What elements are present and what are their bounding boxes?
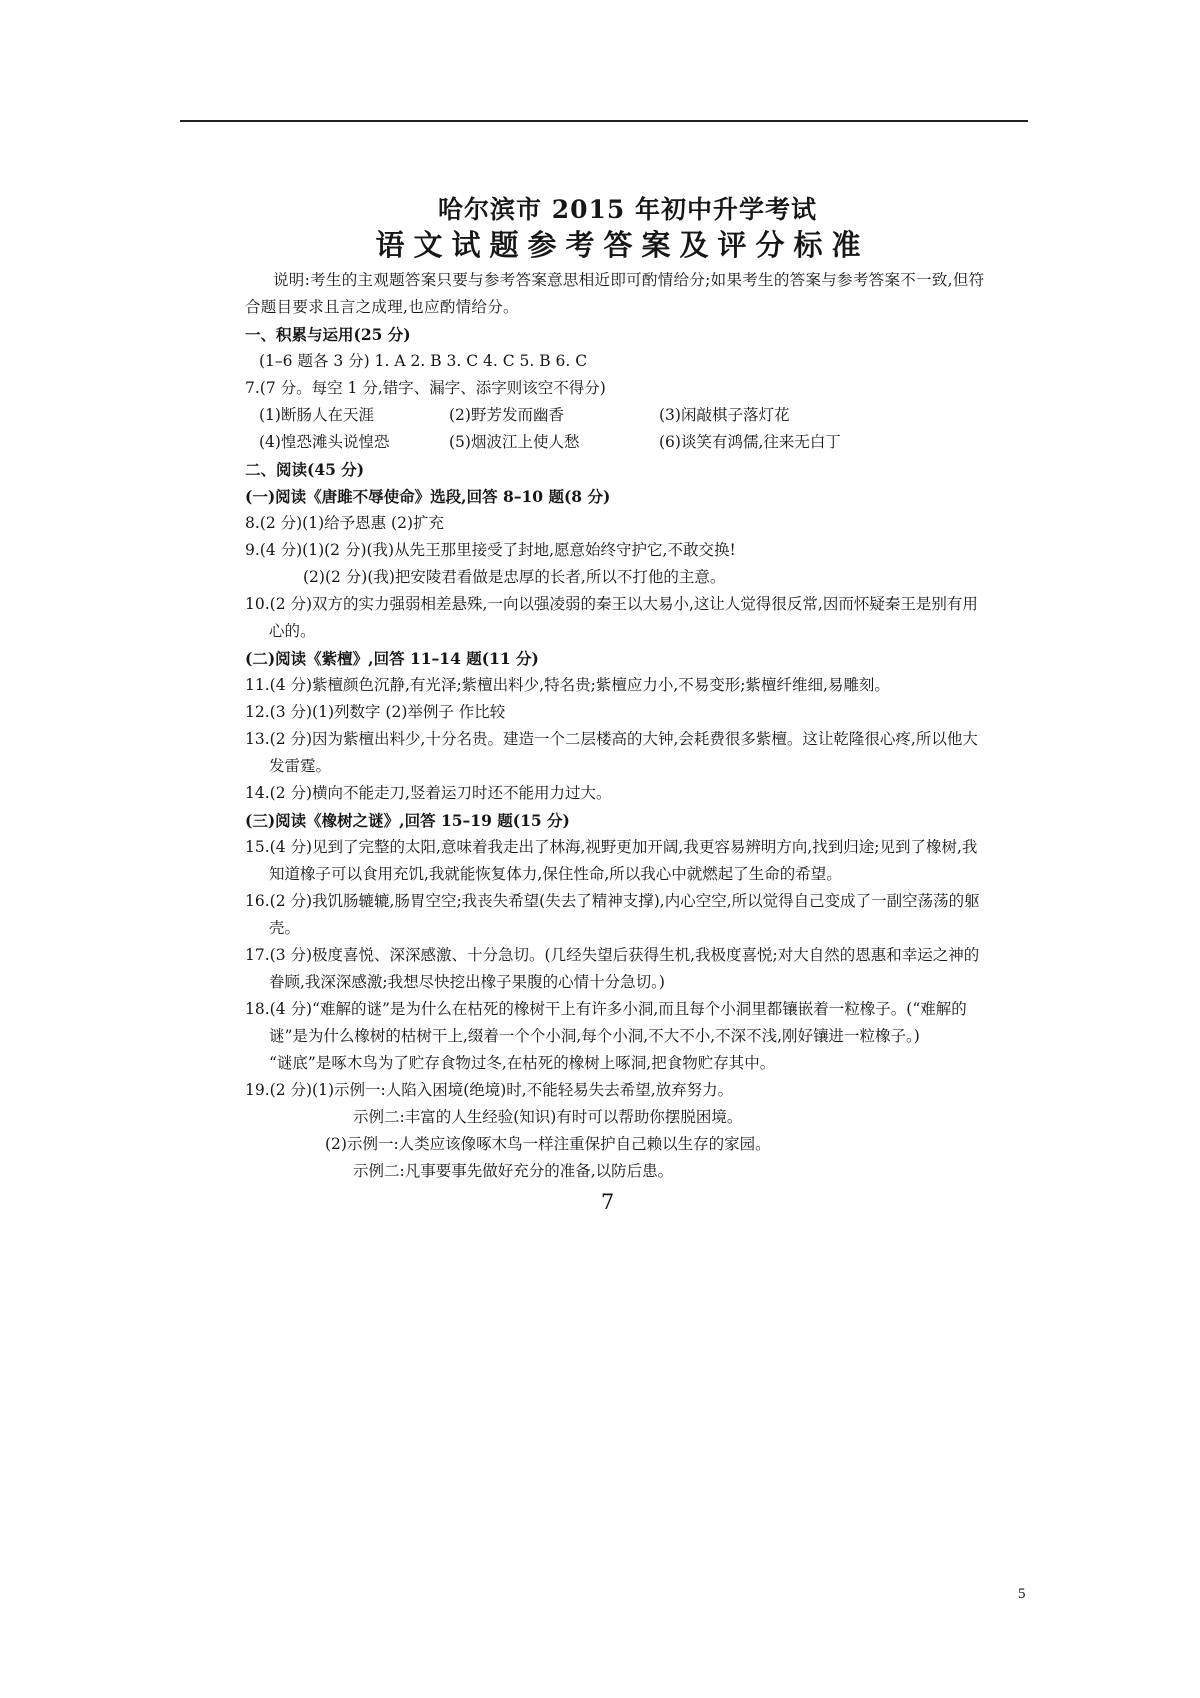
section-heading-reading: 二、阅读(45 分)	[245, 460, 365, 479]
q7-answer: (1)断肠人在天涯	[259, 406, 374, 424]
header-rule	[180, 120, 1028, 122]
instructions-note: 说明:考生的主观题答案只要与参考答案意思相近即可酌情给分;如果考生的答案与参考答案不一致,但符合题目要求且言之成理,也应酌情给分。	[245, 271, 985, 316]
reading-part-2-heading: (二)阅读《紫檀》,回答 11–14 题(11 分)	[245, 649, 539, 668]
question-9-answer-2: (2)(2 分)(我)把安陵君看做是忠厚的长者,所以不打他的主意。	[303, 568, 726, 586]
question-11-answer: 11.(4 分)紫檀颜色沉静,有光泽;紫檀出料少,特名贵;紫檀应力小,不易变形;紫檀纤维细,易雕刻。	[245, 676, 890, 694]
multiple-choice-answers: (1–6 题各 3 分) 1. A 2. B 3. C 4. C 5. B 6. C	[259, 352, 588, 370]
question-7-header: 7.(7 分。每空 1 分,错字、漏字、添字则该空不得分)	[245, 379, 606, 397]
footer-page-number: 5	[1018, 1586, 1026, 1602]
question-19-answer: 19.(2 分)(1)示例一:人陷入困境(绝境)时,不能轻易失去希望,放弃努力。	[245, 1081, 734, 1099]
answer-sheet	[245, 195, 985, 1217]
question-18-answer-b: “谜底”是啄木鸟为了贮存食物过冬,在枯死的橡树上啄洞,把食物贮存其中。	[269, 1054, 776, 1072]
exam-title: 哈尔滨市 2015 年初中升学考试	[438, 195, 817, 224]
question-16-answer: 16.(2 分)我饥肠辘辘,肠胃空空;我丧失希望(失去了精神支撑),内心空空,所以觉得自己变成了一副空荡荡的躯壳。	[245, 892, 980, 937]
question-10-answer: 10.(2 分)双方的实力强弱相差悬殊,一向以强凌弱的秦王以大易小,这让人觉得很反常,因而怀疑秦王是别有用心的。	[245, 595, 978, 640]
reading-part-1-heading: (一)阅读《唐雎不辱使命》选段,回答 8–10 题(8 分)	[245, 487, 611, 506]
question-14-answer: 14.(2 分)横向不能走刀,竖着运刀时还不能用力过大。	[245, 784, 612, 802]
q7-answer: (3)闲敲棋子落灯花	[659, 406, 790, 424]
question-12-answer: 12.(3 分)(1)列数字 (2)举例子 作比较	[245, 703, 506, 721]
question-8-answer: 8.(2 分)(1)给予恩惠 (2)扩充	[245, 514, 445, 532]
q7-answer: (5)烟波江上使人愁	[449, 433, 580, 451]
question-7-answers	[245, 402, 965, 456]
question-19-example-2: 示例二:丰富的人生经验(知识)有时可以帮助你摆脱困境。	[353, 1108, 743, 1126]
document-title: 语文试题参考答案及评分标准	[375, 228, 870, 262]
question-19-part-2: (2)示例一:人类应该像啄木鸟一样注重保护自己赖以生存的家园。	[325, 1135, 771, 1153]
q7-answer: (6)谈笑有鸿儒,往来无白丁	[659, 433, 841, 451]
q7-answer: (4)惶恐滩头说惶恐	[259, 433, 390, 451]
question-9-answer: 9.(4 分)(1)(2 分)(我)从先王那里接受了封地,愿意始终守护它,不敢交换!	[245, 541, 736, 559]
question-19-part-2-example-2: 示例二:凡事要事先做好充分的准备,以防后患。	[353, 1162, 674, 1180]
question-17-answer: 17.(3 分)极度喜悦、深深感激、十分急切。(几经失望后获得生机,我极度喜悦;对大自然的恩惠和幸运之神的眷顾,我深深感激;我想尽快挖出橡子果腹的心情十分急切。)	[245, 946, 980, 991]
q7-answer: (2)野芳发而幽香	[449, 406, 564, 424]
question-15-answer: 15.(4 分)见到了完整的太阳,意味着我走出了林海,视野更加开阔,我更容易辨明方向,找到归途;见到了橡树,我知道橡子可以食用充饥,我就能恢复体力,保住性命,所以我心中就燃起了生命的希望。	[245, 838, 978, 883]
section-heading-accumulation: 一、积累与运用(25 分)	[245, 325, 411, 344]
question-13-answer: 13.(2 分)因为紫檀出料少,十分名贵。建造一个二层楼高的大钟,会耗费很多紫檀。这让乾隆很心疼,所以他大发雷霆。	[245, 730, 978, 775]
reading-part-3-heading: (三)阅读《橡树之谜》,回答 15–19 题(15 分)	[245, 811, 570, 830]
question-18-answer: 18.(4 分)“难解的谜”是为什么在枯死的橡树干上有许多小洞,而且每个小洞里都镶嵌着一粒橡子。(“难解的谜”是为什么橡树的枯树干上,缀着一个个小洞,每个小洞,不大不小,不深不浅,刚好镶进一粒橡子。)	[245, 1000, 967, 1045]
inner-page-number: 7	[600, 1190, 615, 1214]
